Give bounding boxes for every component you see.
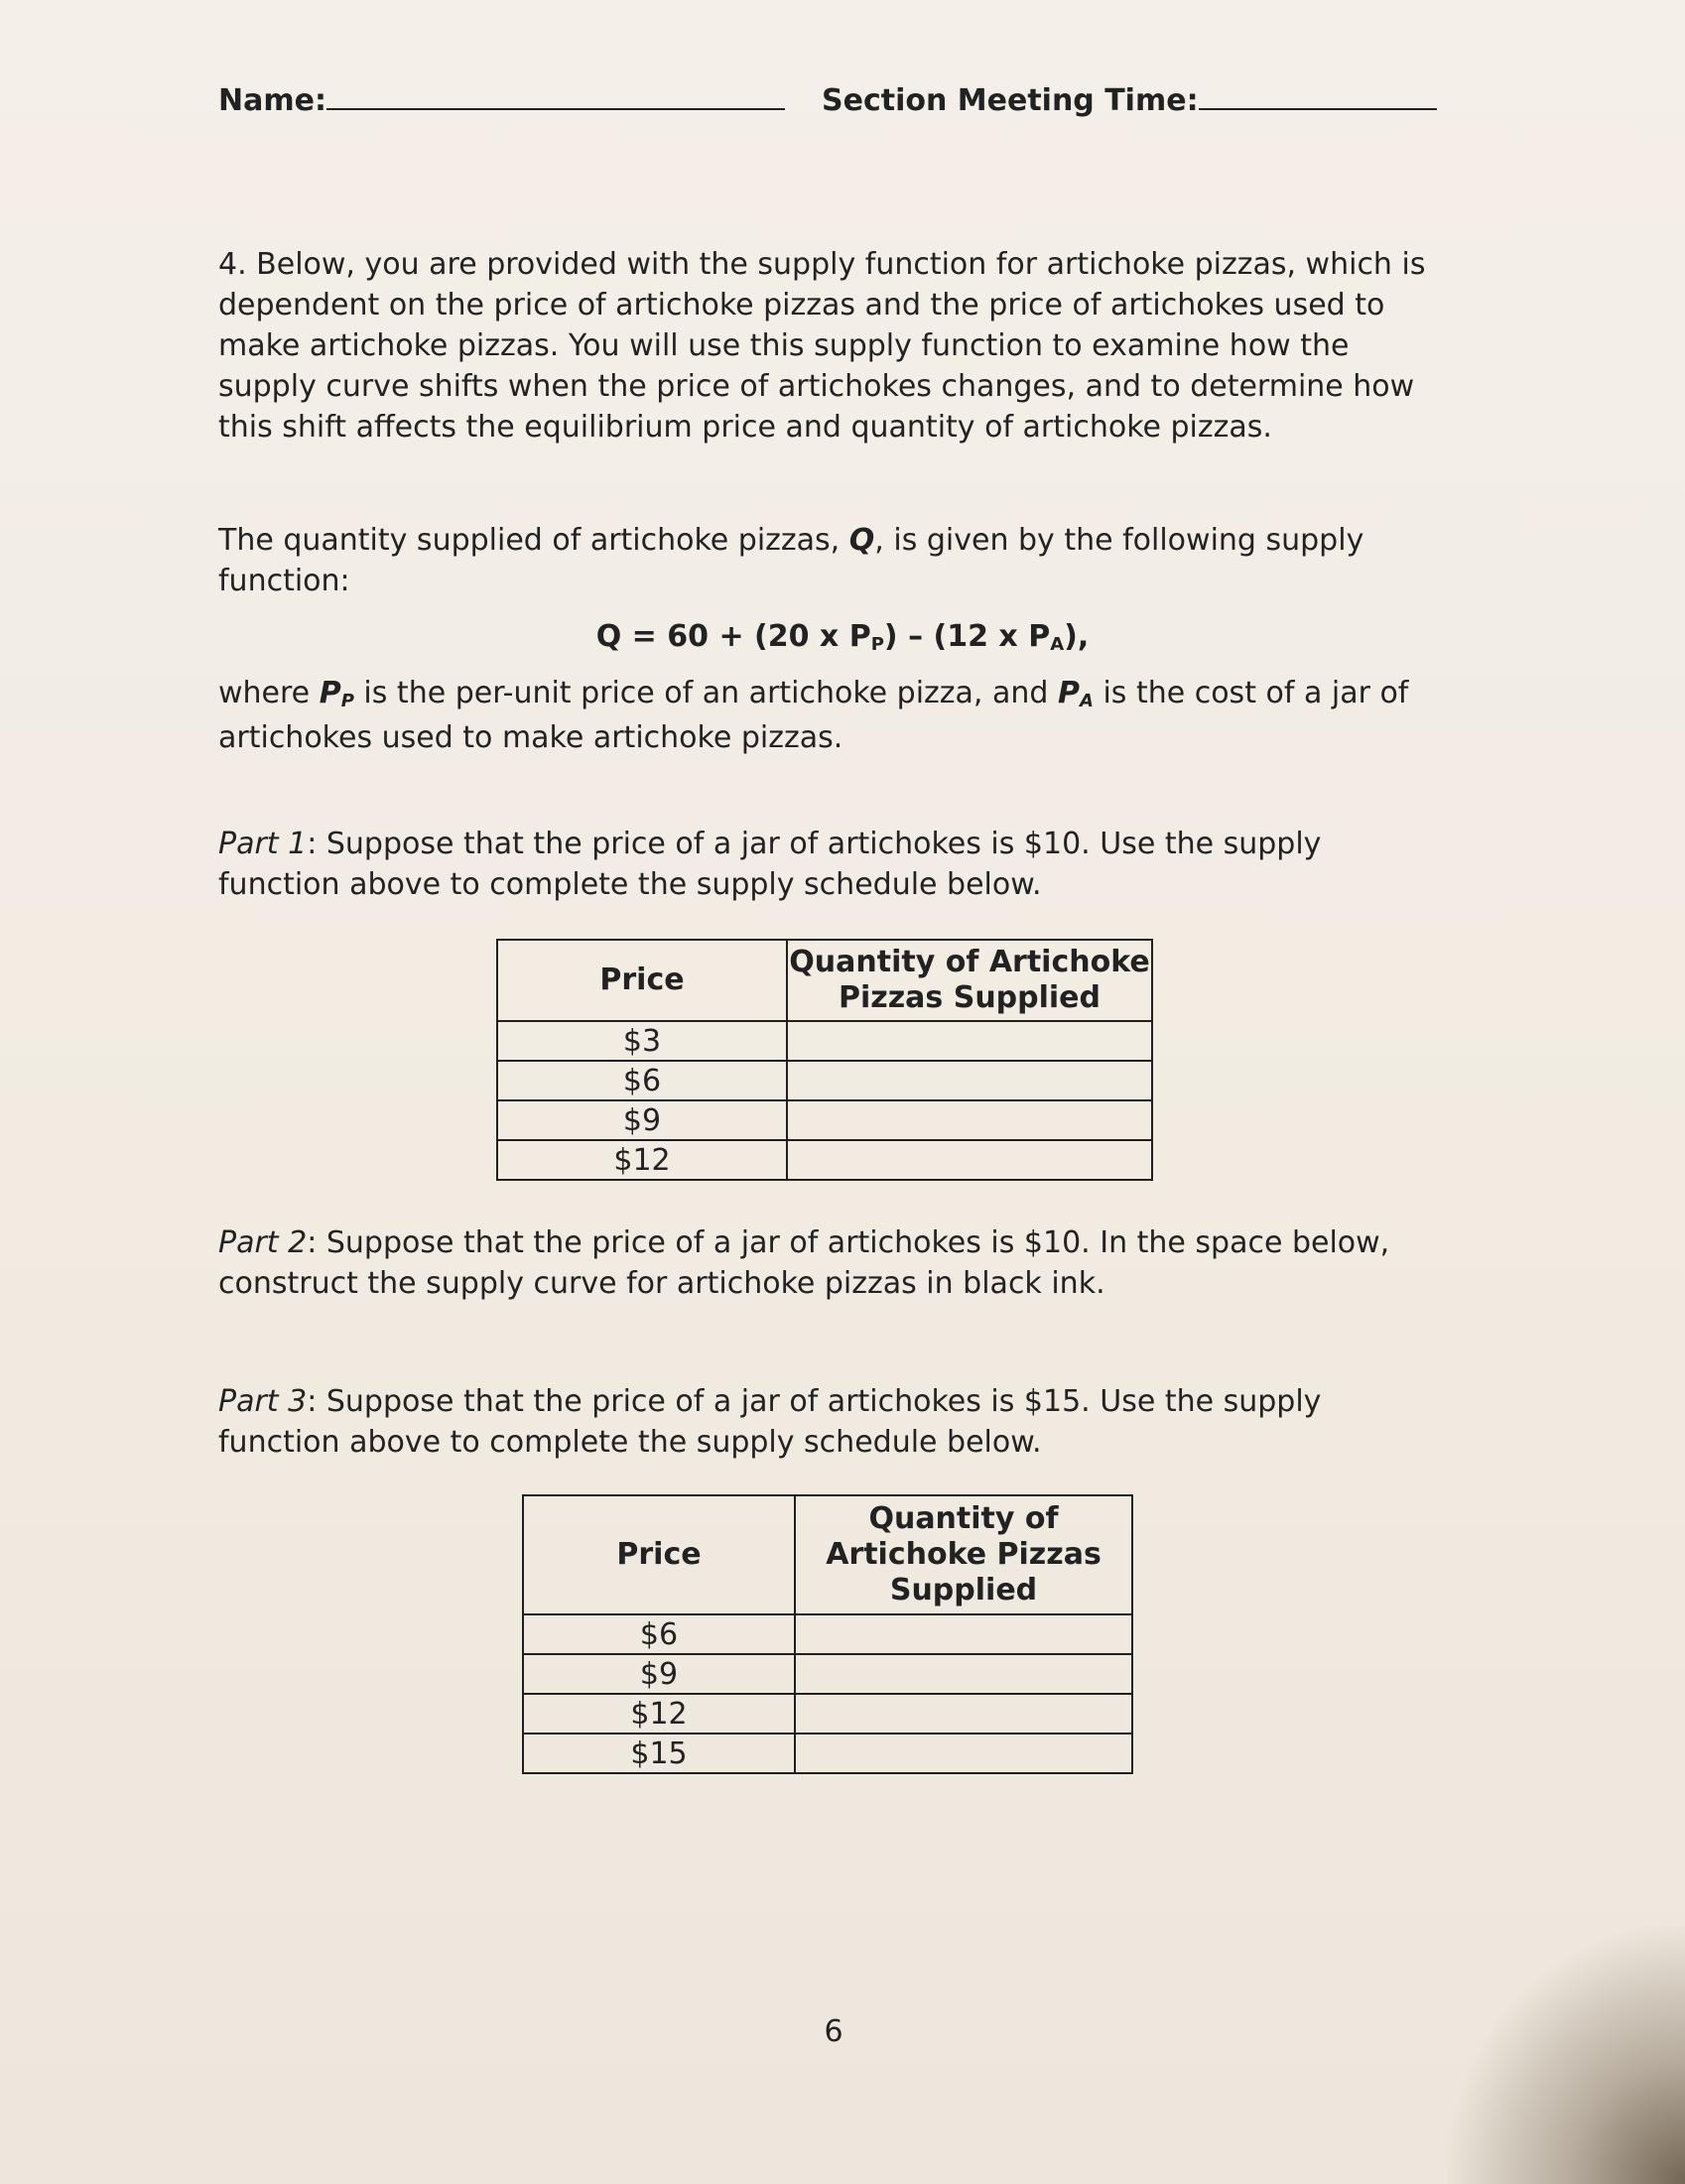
- price-cell: $12: [523, 1694, 795, 1734]
- part1-label: Part 1: [218, 827, 308, 861]
- photo-shadow: [1447, 1926, 1685, 2184]
- where-text-b: is the per-unit price of an artichoke pizza, and: [353, 676, 1058, 710]
- supply-curve-drawing-space[interactable]: [218, 1320, 1429, 1389]
- quantity-answer-cell[interactable]: [795, 1654, 1132, 1694]
- part3-quantity-header: [795, 1495, 1132, 1614]
- part2-text: : Suppose that the price of a jar of artichokes is $10. In the space below, construct the supply curve for artichoke pizzas in black ink.: [218, 1225, 1390, 1301]
- section-time-field[interactable]: [822, 83, 1437, 118]
- quantity-answer-cell[interactable]: [787, 1061, 1152, 1100]
- part1-text: : Suppose that the price of a jar of artichokes is $10. Use the supply function above to complete the supply schedule below.: [218, 827, 1322, 902]
- table-row: [497, 1061, 1152, 1100]
- quantity-answer-cell[interactable]: [787, 1140, 1152, 1180]
- table-row: [497, 1140, 1152, 1180]
- supply-function-intro: [218, 520, 1369, 601]
- section-time-label: Section Meeting Time:: [822, 83, 1199, 118]
- quantity-answer-cell[interactable]: [795, 1694, 1132, 1734]
- part3-qty-header-line3: Supplied: [889, 1573, 1038, 1607]
- table-row: [497, 1021, 1152, 1061]
- part1-qty-header-line1: Quantity of Artichoke: [789, 945, 1150, 979]
- part3-text: : Suppose that the price of a jar of artichokes is $15. Use the supply function above to complete the supply schedule below.: [218, 1384, 1322, 1460]
- supply-intro-text-a: The quantity supplied of artichoke pizzas,: [218, 523, 849, 558]
- part3-qty-header-line2: Artichoke Pizzas: [826, 1537, 1102, 1572]
- where-text-a: where: [218, 676, 320, 710]
- price-cell: $15: [523, 1734, 795, 1773]
- table-header-row: [523, 1495, 1132, 1614]
- table-row: [523, 1614, 1132, 1654]
- variable-definitions: [218, 673, 1409, 758]
- table-row: [523, 1694, 1132, 1734]
- supply-intro-q: Q: [848, 523, 875, 558]
- equation-part-a: Q = 60 + (20 x P: [595, 619, 871, 654]
- part1-qty-header-line2: Pizzas Supplied: [838, 980, 1102, 1015]
- question-intro: 4. Below, you are provided with the supply function for artichoke pizzas, which is dependent on the price of artichoke pizzas and the price of artichokes used to make artichoke pizzas. You will use this supply function to examine how the supply curve shifts when the price of artichokes changes, and to determine how this shift affects the equilibrium price and quantity of artichoke pizzas.: [218, 247, 1426, 445]
- quantity-answer-cell[interactable]: [787, 1021, 1152, 1061]
- name-field[interactable]: [218, 83, 785, 118]
- part3-label: Part 3: [218, 1384, 308, 1419]
- page-number: 6: [824, 2014, 843, 2049]
- quantity-answer-cell[interactable]: [795, 1734, 1132, 1773]
- name-label: Name:: [218, 83, 326, 118]
- supply-equation: [0, 619, 1685, 654]
- part2-label: Part 2: [218, 1225, 308, 1260]
- table-row: [523, 1654, 1132, 1694]
- where-text-c: is the cost of a jar of artichokes used to make artichoke pizzas.: [218, 676, 1409, 755]
- var-pa-sub: A: [1079, 691, 1094, 711]
- equation-sub-p: P: [870, 634, 884, 655]
- part1-supply-schedule: [496, 939, 1153, 1181]
- price-cell: $9: [523, 1654, 795, 1694]
- var-pp: P: [319, 676, 341, 710]
- price-cell: $6: [523, 1614, 795, 1654]
- table-header-row: [497, 940, 1152, 1021]
- part1-quantity-header: [787, 940, 1152, 1021]
- section-time-blank-line[interactable]: [1199, 86, 1437, 110]
- price-cell: $9: [497, 1100, 787, 1140]
- price-cell: $3: [497, 1021, 787, 1061]
- quantity-answer-cell[interactable]: [787, 1100, 1152, 1140]
- equation-part-c: ),: [1064, 619, 1090, 654]
- part3-supply-schedule: [522, 1494, 1133, 1774]
- var-pp-sub: P: [340, 691, 354, 711]
- price-cell: $12: [497, 1140, 787, 1180]
- equation-sub-a: A: [1050, 634, 1065, 655]
- part3-price-header: Price: [523, 1495, 795, 1614]
- part2-instructions: [218, 1222, 1429, 1304]
- var-pa: P: [1057, 676, 1080, 710]
- part3-instructions: [218, 1381, 1429, 1463]
- part1-instructions: [218, 824, 1429, 905]
- supply-intro-text-b: , is given by the following supply function:: [218, 523, 1364, 598]
- part3-qty-header-line1: Quantity of: [868, 1501, 1059, 1536]
- part1-price-header: Price: [497, 940, 787, 1021]
- equation-part-b: ) – (12 x P: [883, 619, 1051, 654]
- table-row: [523, 1734, 1132, 1773]
- name-blank-line[interactable]: [326, 86, 785, 110]
- table-row: [497, 1100, 1152, 1140]
- price-cell: $6: [497, 1061, 787, 1100]
- quantity-answer-cell[interactable]: [795, 1614, 1132, 1654]
